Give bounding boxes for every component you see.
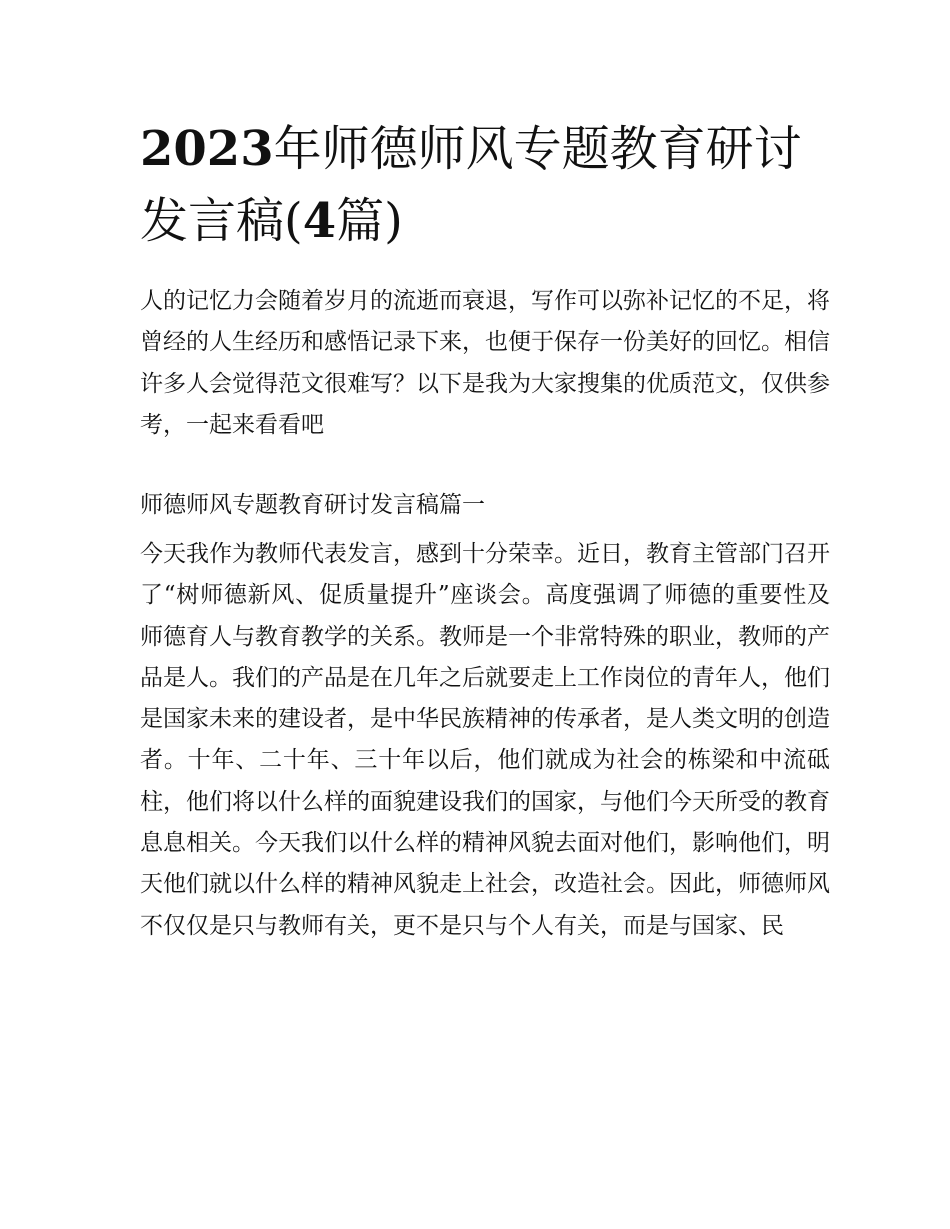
title-year: 2023 (140, 121, 274, 177)
title-count: 4 (302, 193, 337, 249)
intro-paragraph: 人的记忆力会随着岁月的流逝而衰退，写作可以弥补记忆的不足，将曾经的人生经历和感悟记录下来，也便于保存一份美好的回忆。相信许多人会觉得范文很难写？以下是我为大家搜集的优质范文，仅供参考，一起来看看吧 (140, 288, 830, 438)
body-paragraph: 今天我作为教师代表发言，感到十分荣幸。近日，教育主管部门召开了“树师德新风、促质量提升”座谈会。高度强调了师德的重要性及师德育人与教育教学的关系。教师是一个非常特殊的职业，教师的产品是人。我们的产品是在几年之后就要走上工作岗位的青年人，他们是国家未来的建设者，是中华民族精神的传承者，是人类文明的创造者。十年、二十年、三十年以后，他们就成为社会的栋梁和中流砥柱，他们将以什么样的面貌建设我们的国家，与他们今天所受的教育息息相关。今天我们以什么样的精神风貌去面对他们，影响他们，明天他们就以什么样的精神风貌走上社会，改造社会。因此，师德师风不仅仅是只与教师有关，更不是只与个人有关，而是与国家、民 (140, 541, 830, 939)
title-text: 年师德师风专题教育研讨发言稿( (140, 121, 802, 249)
title-end: 篇) (336, 193, 403, 249)
section-heading: 师德师风专题教育研讨发言稿篇一 (140, 492, 485, 518)
document-title (140, 113, 830, 257)
